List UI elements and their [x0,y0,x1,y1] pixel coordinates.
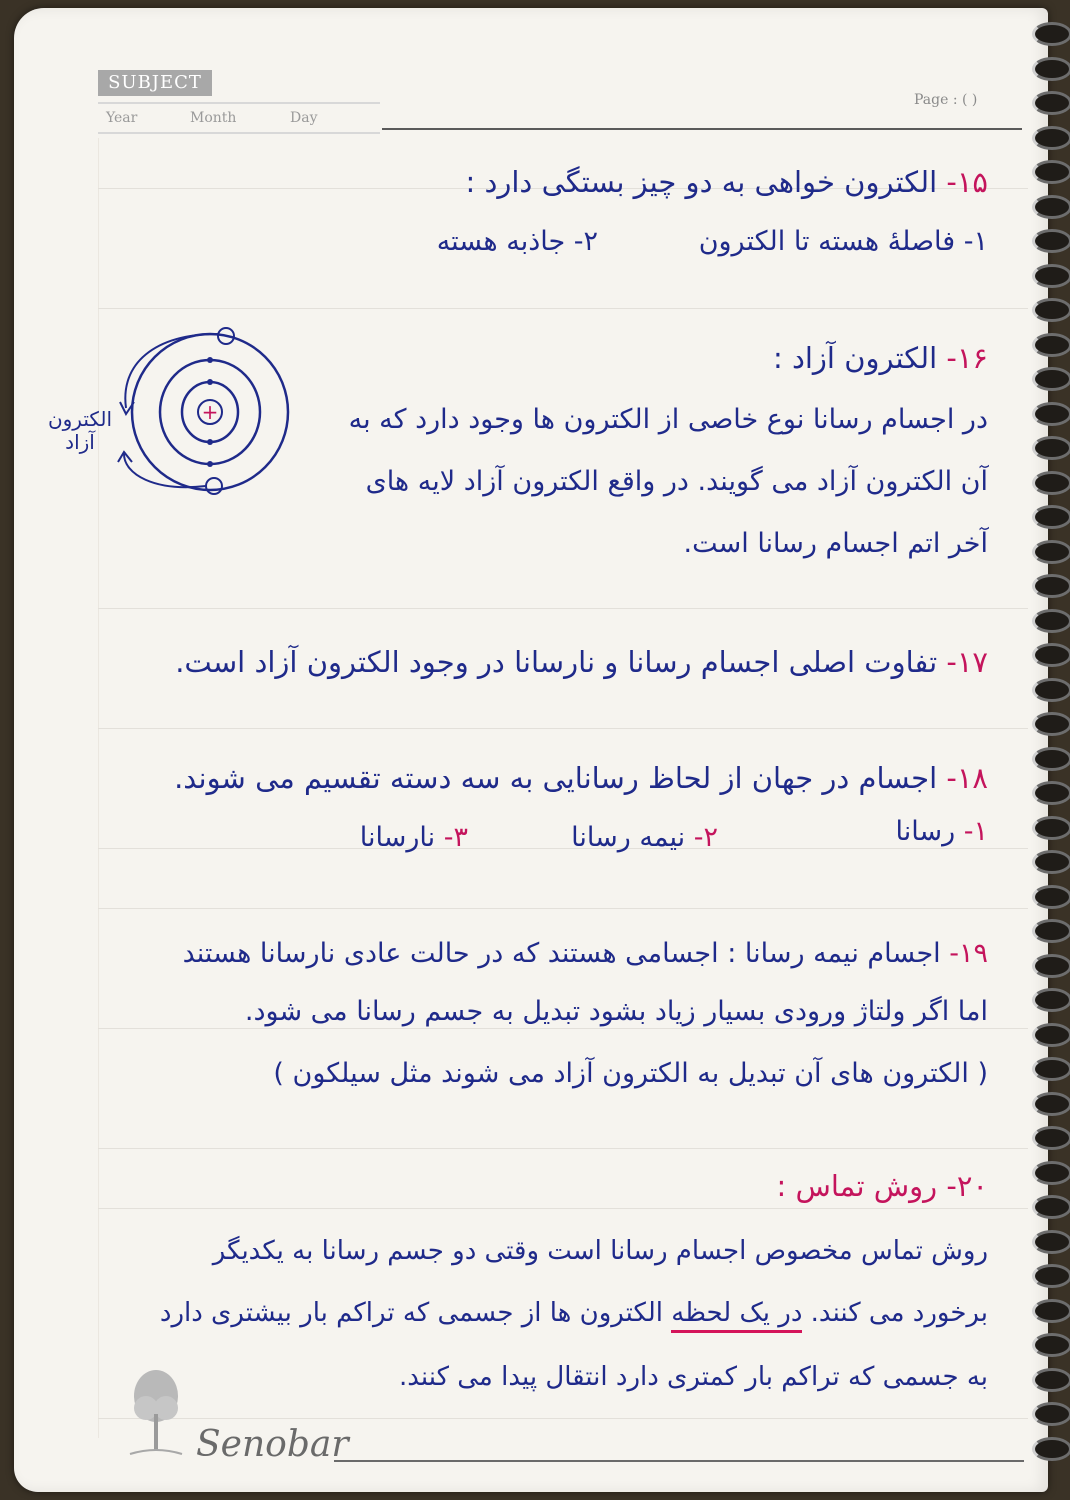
month-label: Month [190,110,237,126]
margin-line [98,138,99,1438]
binder-ring [1032,1023,1070,1047]
note-19-line1: ۱۹- اجسام نیمه رسانا : اجسامی هستند که در حالت عادی نارسانا هستند [182,938,988,969]
note-16-title: ۱۶- الکترون آزاد : [772,341,988,375]
binder-ring [1032,436,1070,460]
notebook-page [14,8,1048,1492]
note-16-line1: در اجسام رسانا نوع خاصی از الکترون ها وجود دارد که به [348,404,988,435]
binder-ring [1032,919,1070,943]
binder-ring [1032,22,1070,46]
binder-ring [1032,1299,1070,1323]
binder-ring [1032,1333,1070,1357]
note-20-title: ۲۰- روش تماس : [776,1169,988,1203]
plus-sign: + [201,400,219,424]
electron-dot [207,461,213,467]
ruled-line [98,1208,1028,1209]
binder-ring [1032,712,1070,736]
header-divider [382,128,1022,130]
note-20-line3: به جسمی که تراکم بار کمتری دارد انتقال پیدا می کنند. [399,1362,988,1392]
note-18-item2: ۲- نیمه رسانا [571,822,718,853]
binder-ring [1032,1092,1070,1116]
binder-ring [1032,1437,1070,1461]
binder-ring [1032,126,1070,150]
binder-ring [1032,885,1070,909]
binder-ring [1032,402,1070,426]
ruled-line [98,608,1028,609]
binder-ring [1032,195,1070,219]
binder-ring [1032,471,1070,495]
ruled-line [98,308,1028,309]
tree-logo-icon [126,1368,186,1458]
note-20-line1: روش تماس مخصوص اجسام رسانا است وقتی دو جسم رسانا به یکدیگر [212,1236,988,1266]
binder-ring [1032,678,1070,702]
binder-ring [1032,816,1070,840]
note-18-item1: ۱- رسانا [895,816,988,847]
binder-ring [1032,264,1070,288]
note-20-line2: برخورد می کنند. در یک لحظه الکترون ها از جسمی که تراکم بار بیشتری دارد [160,1300,988,1326]
note-18-title: ۱۸- اجسام در جهان از لحاظ رسانایی به سه دسته تقسیم می شوند. [174,761,988,795]
note-16-line2: آن الکترون آزاد می گویند. در واقع الکترون آزاد لایه های [365,466,988,497]
binder-ring [1032,1126,1070,1150]
binder-ring [1032,574,1070,598]
binder-ring [1032,954,1070,978]
note-15-item2: ۲- جاذبه هسته [436,226,598,257]
note-16-line3: آخر اتم اجسام رسانا است. [683,528,988,559]
binder-ring [1032,57,1070,81]
ruled-line [98,908,1028,909]
free-electron-label: الکترون آزاد [47,407,113,454]
note-15-item1: ۱- فاصلهٔ هسته تا الکترون [698,226,988,257]
note-18-item3: ۳- نارسانا [359,822,468,853]
binder-ring [1032,1402,1070,1426]
binder-ring [1032,1161,1070,1185]
binder-ring [1032,1264,1070,1288]
note-19-line3: ( الکترون های آن تبدیل به الکترون آزاد می شوند مثل سیلکون ) [273,1058,988,1089]
ruled-line [98,848,1028,849]
free-electron-bottom [206,478,222,494]
year-label: Year [106,110,138,126]
binder-ring [1032,609,1070,633]
binder-ring [1032,298,1070,322]
ruled-line [98,1418,1028,1419]
binder-ring [1032,333,1070,357]
note-15-title: ۱۵- الکترون خواهی به دو چیز بستگی دارد : [465,165,988,199]
binder-ring [1032,643,1070,667]
binder-ring [1032,505,1070,529]
binder-ring [1032,229,1070,253]
electron-dot [207,379,213,385]
binder-ring [1032,1057,1070,1081]
binder-ring [1032,747,1070,771]
binder-ring [1032,988,1070,1012]
binder-ring [1032,540,1070,564]
electron-dot [207,439,213,445]
ruled-line [98,1028,1028,1029]
binder-ring [1032,1195,1070,1219]
footer-divider [334,1460,1024,1462]
page-number-label: Page : ( ) [914,92,978,108]
arrow-path-bottom [124,454,206,487]
binder-ring [1032,850,1070,874]
subject-label: SUBJECT [98,70,212,96]
binder-ring [1032,1230,1070,1254]
binder-ring [1032,160,1070,184]
atom-diagram [114,324,304,514]
date-row [98,102,380,134]
brand-logo-text: Senobar [196,1424,349,1465]
electron-dot [207,357,213,363]
highlighted-phrase: در یک لحظه [671,1298,802,1333]
binder-ring [1032,1368,1070,1392]
binder-ring [1032,781,1070,805]
ruled-line [98,728,1028,729]
binder-ring [1032,367,1070,391]
binder-ring [1032,91,1070,115]
note-17-text: ۱۷- تفاوت اصلی اجسام رسانا و نارسانا در وجود الکترون آزاد است. [175,645,988,679]
note-19-line2: اما اگر ولتاژ ورودی بسیار زیاد بشود تبدیل به جسم رسانا می شود. [244,996,988,1027]
ruled-line [98,1148,1028,1149]
day-label: Day [290,110,318,126]
